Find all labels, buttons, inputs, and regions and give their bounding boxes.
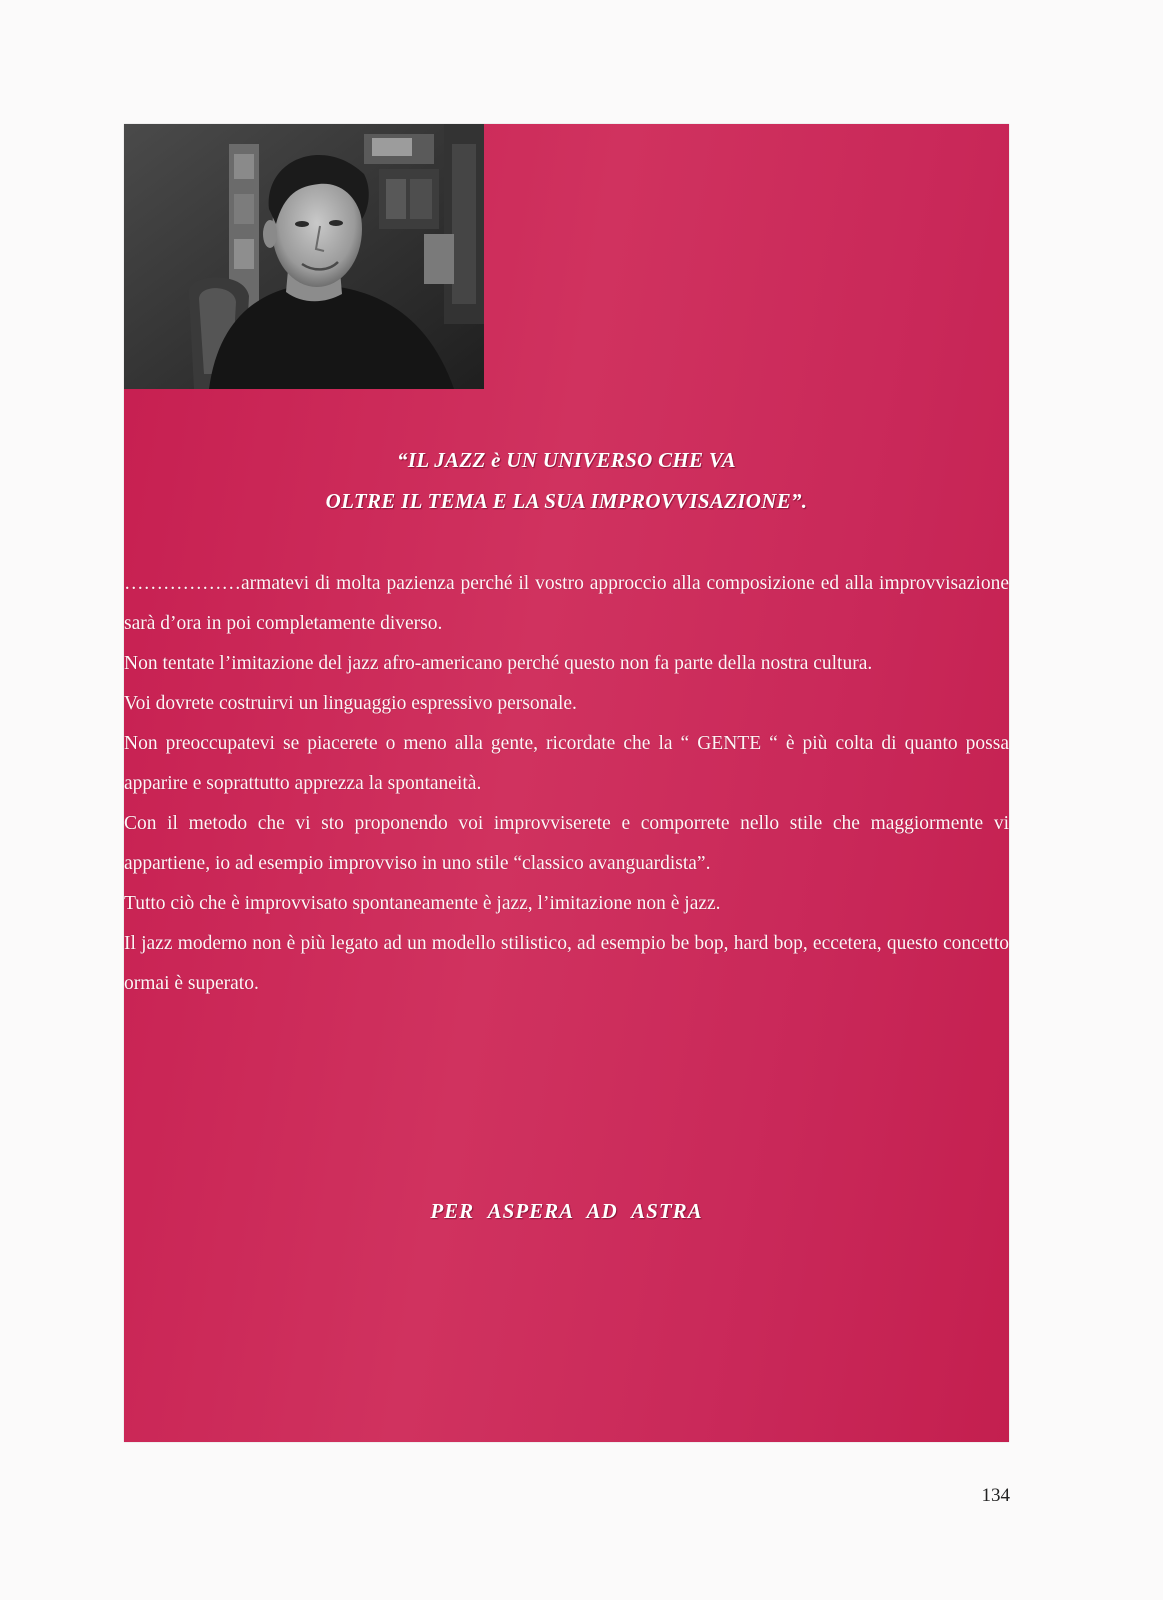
paragraph: Non preoccupatevi se piacerete o meno alla gente, ricordate che la “ GENTE “ è più colta di quanto possa apparire e soprattutto apprezza la spontaneità. — [124, 733, 1009, 794]
portrait-photo-icon — [124, 124, 484, 389]
body-text — [124, 564, 1009, 1004]
quote-line-1: “IL JAZZ è UN UNIVERSO CHE VA — [397, 448, 736, 472]
paragraph: ………………armatevi di molta pazienza perché il vostro approccio alla composizione ed alla improvvisazione sarà d’ora in poi completamente diverso. — [124, 573, 1009, 634]
paragraph: Voi dovrete costruirvi un linguaggio espressivo personale. — [124, 693, 577, 714]
content-panel — [124, 124, 1009, 1442]
motto: PER ASPERA AD ASTRA — [430, 1199, 703, 1223]
paragraph: Il jazz moderno non è più legato ad un modello stilistico, ad esempio be bop, hard bop, eccetera, questo concetto ormai è superato. — [124, 933, 1009, 994]
paragraph: Con il metodo che vi sto proponendo voi improvviserete e comporrete nello stile che maggiormente vi appartiene, io ad esempio improvviso in uno stile “classico avanguardista”. — [124, 813, 1009, 874]
title-quote — [124, 440, 1009, 522]
paragraph: Tutto ciò che è improvvisato spontaneamente è jazz, l’imitazione non è jazz. — [124, 893, 721, 914]
author-photo — [124, 124, 484, 389]
paragraph: Non tentate l’imitazione del jazz afro-americano perché questo non fa parte della nostra cultura. — [124, 653, 873, 674]
quote-line-2: OLTRE IL TEMA E LA SUA IMPROVVISAZIONE”. — [325, 489, 808, 513]
page-number: 134 — [981, 1485, 1010, 1506]
